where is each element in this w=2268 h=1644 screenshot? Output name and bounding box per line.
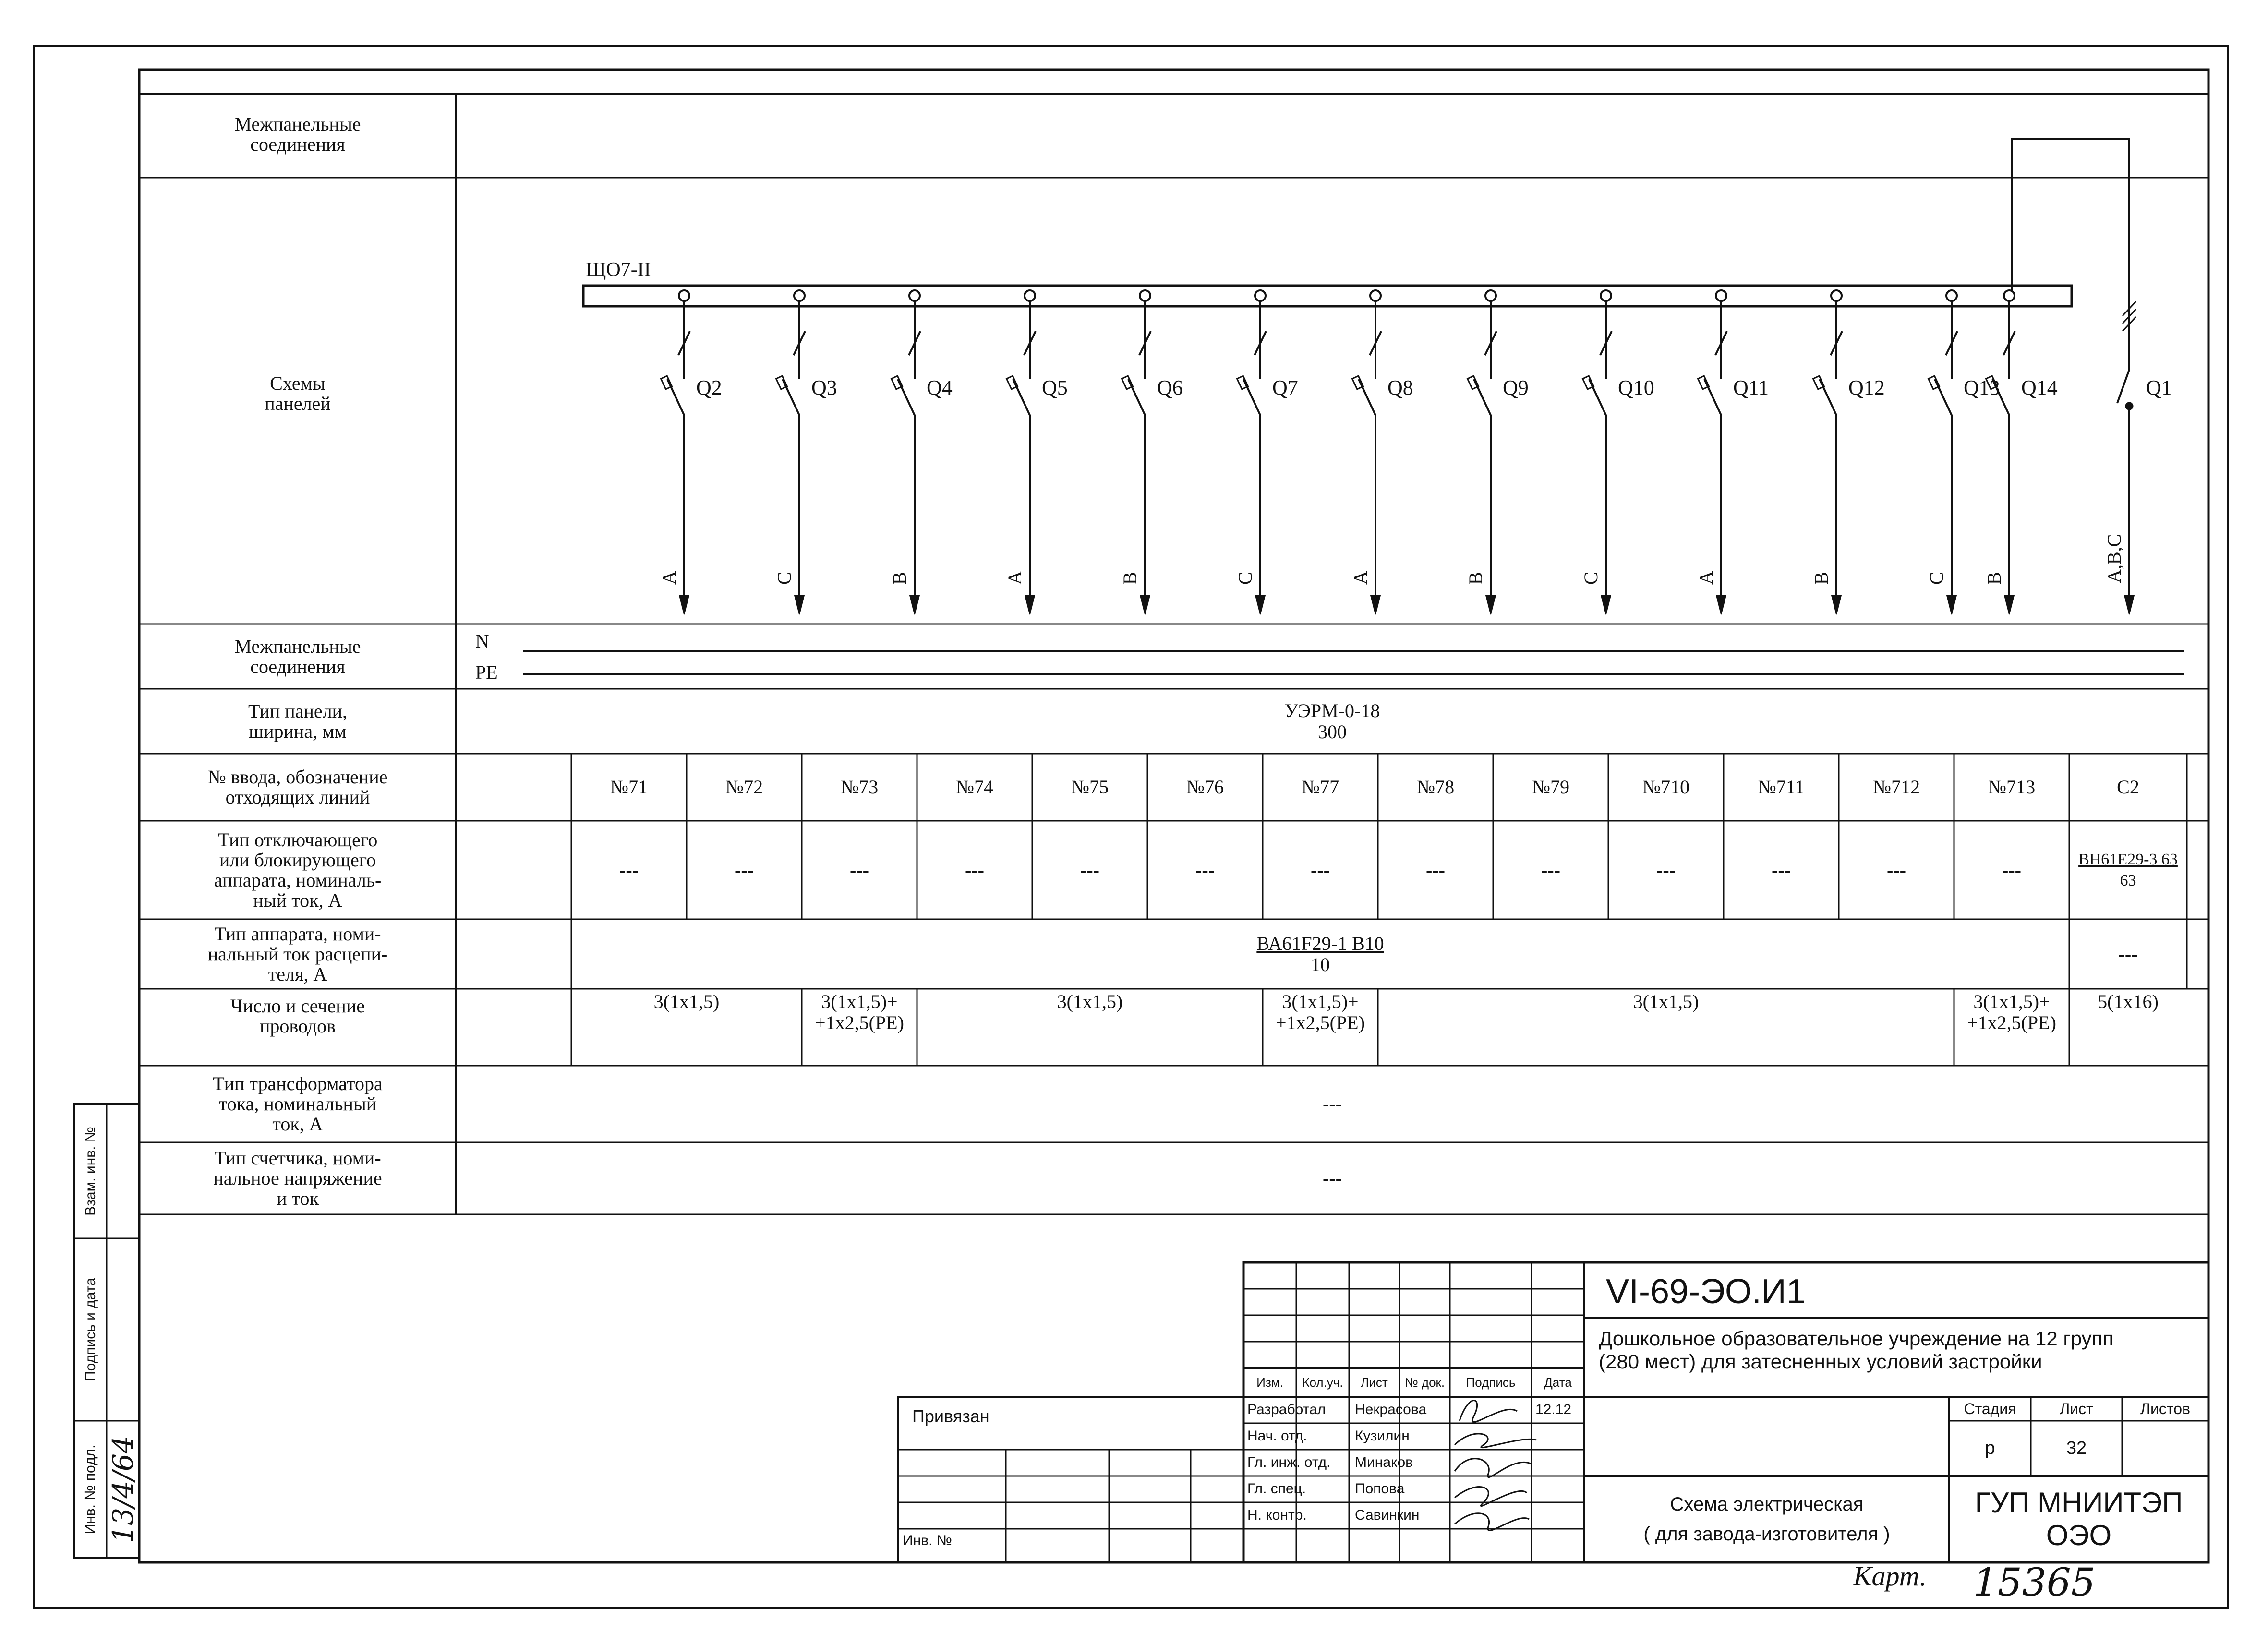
wire-group-cell: 3(1х1,5): [653, 991, 720, 1012]
wire-group-cell: 3(1х1,5)+ +1х2,5(PE): [815, 991, 904, 1033]
kart-label: Карт.: [1853, 1560, 1927, 1592]
doc-code: VI-69-ЭО.И1: [1606, 1272, 1806, 1311]
disconnector-cell: ---: [850, 859, 869, 881]
main-disconnector-current: 63: [2120, 871, 2136, 889]
breaker-name: Q13: [1964, 376, 2000, 399]
n-label: N: [475, 630, 489, 652]
staff-role: Гл. инж. отд.: [1247, 1454, 1331, 1470]
staff-role: Гл. спец.: [1247, 1481, 1306, 1497]
disconnector-cell: ---: [1311, 859, 1330, 881]
privyazan-label: Привязан: [912, 1406, 989, 1426]
phase-label: B: [1465, 572, 1486, 585]
breaker-name: Q5: [1042, 376, 1068, 399]
staff-role: Нач. отд.: [1247, 1428, 1307, 1444]
row-label-meter-type: Тип счетчика, номи- нальное напряжение и ток: [213, 1147, 382, 1209]
breaker-name: Q3: [811, 376, 837, 399]
staff-date: [1535, 1454, 1583, 1478]
breaker-name: Q12: [1848, 376, 1885, 399]
side-stamp-podpis: Подпись и дата: [82, 1278, 98, 1381]
breaker-name: Q4: [927, 376, 953, 399]
scheme-title: Схема электрическая ( для завода-изготовителя ): [1643, 1494, 1890, 1545]
sheet-value: 32: [2066, 1438, 2087, 1458]
row-label-panel-type: Тип панели, ширина, мм: [248, 700, 347, 742]
disconnector-cell: ---: [1656, 859, 1676, 881]
wire-group-cell: 3(1х1,5)+ +1х2,5(PE): [1276, 991, 1365, 1033]
staff-name: Некрасова: [1355, 1402, 1427, 1417]
phase-label: A: [1695, 571, 1717, 585]
line-number-cell: №713: [1988, 776, 2036, 798]
disconnector-cell: ---: [965, 859, 984, 881]
apparatus-current: 10: [1311, 953, 1330, 975]
org-name: ГУП МНИИТЭП ОЭО: [1975, 1487, 2183, 1551]
breaker-name: Q10: [1618, 376, 1654, 399]
line-number-cell: №78: [1416, 776, 1455, 798]
breaker-name: Q14: [2021, 376, 2058, 399]
staff-date: [1535, 1481, 1583, 1505]
wire-group-cell: 3(1х1,5): [1057, 991, 1123, 1012]
sheets-value: [2122, 1421, 2208, 1476]
panel-width-value: 300: [1318, 720, 1347, 743]
staff-name: Савинкин: [1355, 1507, 1420, 1523]
staff-date: [1535, 1507, 1583, 1531]
stage-value: р: [1985, 1438, 1995, 1458]
breaker-name: Q6: [1157, 376, 1183, 399]
title-block-header: Лист: [1361, 1375, 1388, 1390]
bus-label: ЩО7-II: [586, 259, 651, 281]
line-number-cell: №73: [840, 776, 879, 798]
staff-name: Минаков: [1355, 1454, 1413, 1470]
side-stamp-vzam: Взам. инв. №: [82, 1127, 98, 1216]
disconnector-cell: ---: [1772, 859, 1791, 881]
sheets-label: Листов: [2140, 1400, 2190, 1417]
apparatus-type: ВА61F29-1 В10: [1256, 932, 1384, 954]
breaker-name: Q9: [1503, 376, 1529, 399]
breaker-name: Q7: [1272, 376, 1298, 399]
disconnector-cell: ---: [735, 859, 754, 881]
inv-no-label: Инв. №: [903, 1533, 952, 1548]
line-number-cell: №76: [1186, 776, 1224, 798]
line-number-cell: №74: [955, 776, 994, 798]
sheet-label: Лист: [2060, 1400, 2093, 1417]
breaker-name: Q11: [1733, 376, 1769, 399]
ct-value: ---: [1323, 1093, 1342, 1115]
title-block-header: Подпись: [1466, 1375, 1516, 1390]
row-label-ct-type: Тип трансформатора тока, номинальный ток, А: [213, 1073, 383, 1135]
wire-group-cell: 5(1х16): [2098, 991, 2159, 1012]
line-number-cell: №72: [725, 776, 763, 798]
disconnector-cell: ---: [1080, 859, 1099, 881]
staff-name: Кузилин: [1355, 1428, 1410, 1444]
line-number-cell: №79: [1532, 776, 1570, 798]
row-label-panel-schemes: Схемы панелей: [265, 372, 331, 414]
doc-title: Дошкольное образовательное учреждение на 12 групп (280 мест) для затесненных условий застройки: [1599, 1327, 2114, 1373]
phase-label: A: [658, 571, 680, 585]
breaker-name: Q8: [1387, 376, 1413, 399]
phase-label: A,B,C: [2103, 534, 2125, 583]
phase-label: C: [1234, 572, 1256, 585]
disconnector-cell: ---: [1195, 859, 1215, 881]
row-label-interpanel-bottom: Межпанельные соединения: [234, 635, 361, 677]
row-label-disconnector-type: Тип отключающего или блокирующего аппарата, номиналь- ный ток, А: [214, 828, 382, 911]
side-stamp-inv-podl: Инв. № подл.: [82, 1444, 98, 1534]
wire-group-cell: 3(1х1,5): [1633, 991, 1699, 1012]
side-stamp-inv-number: 13/4/64: [107, 1435, 139, 1543]
disconnector-cell: ---: [1541, 859, 1560, 881]
staff-date: [1535, 1428, 1583, 1452]
staff-role: Н. контр.: [1247, 1507, 1307, 1523]
apparatus-main-cell: ---: [2118, 943, 2138, 965]
phase-label: B: [1810, 572, 1832, 585]
title-block-header: Кол.уч.: [1302, 1375, 1343, 1390]
pe-label: PE: [475, 661, 498, 683]
title-block-header: Изм.: [1256, 1375, 1283, 1390]
row-label-wires: Число и сечение проводов: [230, 995, 365, 1037]
row-label-input-no: № ввода, обозначение отходящих линий: [207, 766, 388, 808]
wire-group-cell: 3(1х1,5)+ +1х2,5(PE): [1967, 991, 2056, 1033]
phase-label: B: [1119, 572, 1141, 585]
main-disconnector-type: ВН61Е29-3 63: [2078, 850, 2178, 868]
phase-label: C: [773, 572, 795, 585]
phase-label: B: [1983, 572, 2005, 585]
phase-label: B: [889, 572, 910, 585]
panel-type-value: УЭРМ-0-18: [1284, 699, 1380, 721]
disconnector-cell: ---: [619, 859, 639, 881]
line-number-cell: №712: [1872, 776, 1920, 798]
signatures: [1455, 1401, 1536, 1531]
line-number-cell: №77: [1301, 776, 1339, 798]
phase-label: A: [1004, 571, 1025, 585]
title-block-header: Дата: [1544, 1375, 1572, 1390]
meter-value: ---: [1323, 1167, 1342, 1189]
breaker-name: Q2: [696, 376, 722, 399]
line-number-cell: №71: [610, 776, 648, 798]
line-number-cell: №710: [1642, 776, 1690, 798]
breaker-name: Q1: [2146, 376, 2172, 399]
line-number-cell: №75: [1071, 776, 1109, 798]
kart-number: 15365: [1973, 1560, 2096, 1605]
staff-date: 12.12: [1535, 1402, 1572, 1417]
line-number-cell: №711: [1758, 776, 1805, 798]
line-number-cell: С2: [2117, 776, 2139, 798]
stage-label: Стадия: [1964, 1400, 2016, 1417]
row-label-interpanel-top: Межпанельные соединения: [234, 113, 361, 155]
staff-role: Разработал: [1247, 1402, 1326, 1417]
phase-label: A: [1350, 571, 1371, 585]
disconnector-cell: ---: [1426, 859, 1445, 881]
phase-label: C: [1580, 572, 1602, 585]
title-block-header: № док.: [1404, 1375, 1445, 1390]
phase-label: C: [1926, 572, 1947, 585]
disconnector-cell: ---: [2002, 859, 2021, 881]
row-label-apparatus-type: Тип аппарата, номи- нальный ток расцепи- теля, А: [207, 923, 388, 985]
disconnector-cell: ---: [1887, 859, 1906, 881]
staff-name: Попова: [1355, 1481, 1405, 1497]
